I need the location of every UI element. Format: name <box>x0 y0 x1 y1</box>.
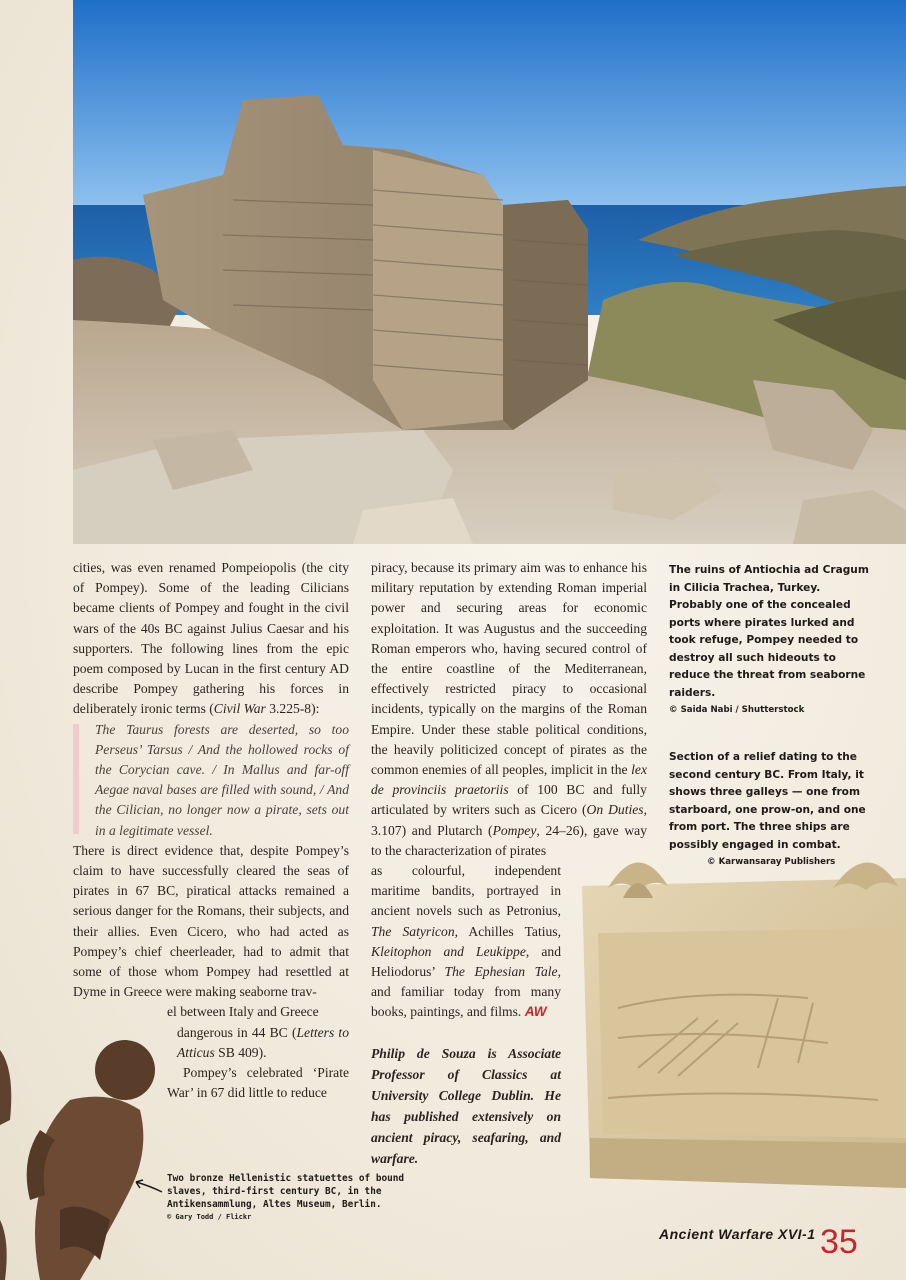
paragraph: cities, was even renamed Pompeiopolis (the city of Pompey). Some of the leading Cilicians became clients of Pompey and fought in the civil wars of the 40s BC against Julius Caesar and his supporters. The following lines from the epic poem composed by Lucan in the first century AD describe Pompey gathering his forces in deliberately ironic terms (Civil War 3.225-8): <box>73 560 349 717</box>
photo-credit: © Gary Todd / Flickr <box>167 1213 252 1221</box>
bronze-statuette-image <box>0 1030 170 1280</box>
paragraph-wrap-line: el between Italy and Greece <box>167 1004 319 1020</box>
paragraph: Pompey’s celebrated ‘Pirate War’ in 67 did little to reduce <box>167 1065 349 1101</box>
paragraph: There is direct evidence that, despite Pompey’s claim to have successfully cleared the seas of pirates in 67 BC, piratical attacks remained a serious danger for the Romans, their subjects, and their allies. Even Cicero, who had acted as Pompey’s chief cheerleader, had to admit that some of those whom Pompey had resettled at Dyme in Greece were making seaborne trav- <box>73 842 349 1000</box>
page-number: 35 <box>820 1223 858 1261</box>
magazine-title: Ancient Warfare XVI-1 <box>659 1226 816 1242</box>
ruins-caption: The ruins of Antiochia ad Cragum in Cilicia Trachea, Turkey. Probably one of the concealed ports where pirates lurked and took refuge, Pompey needed to destroy all such hideouts to reduce the threat from seaborne raiders. © Saida Nabi / Shutterstock <box>669 562 869 720</box>
lucan-quote: The Taurus forests are deserted, so too Perseus’ Tarsus / And the hollowed rocks of the Corycian cave. / In Mallus and far-off Aegae naval bases are filled with sound, / And the Cilician, no longer now a pirate, sets out in a legitimate vessel. <box>73 720 349 841</box>
paragraph-wrap-line: dangerous in 44 BC (Letters to Atticus SB 409). <box>177 1024 349 1060</box>
article-column-1 <box>73 558 349 1103</box>
paragraph: piracy, because its primary aim was to enhance his military reputation by extending Roman imperial power and securing areas for economic exploitation. It was Augustus and the succeeding Roman emperors who, having secured control of the entire coastline of the Mediterranean, effectively restricted piracy to occasional incidents, typically on the margins of the Roman Empire. Under these stable political conditions, the heavily politicized concept of pirates as the common enemies of all peoples, implicit in the lex de provinciis praetoriis of 100 BC and fully articulated by writers such as Cicero (On Duties, 3.107) and Plutarch (Pompey, 24–26), gave way to the characterization of pirates <box>371 560 647 858</box>
aw-end-mark: AW <box>524 1004 547 1020</box>
relief-caption: Section of a relief dating to the second century BC. From Italy, it shows three galleys — one from starboard, one prow-on, and one from port. The three ships are possibly engaged in combat. © Karwansaray Publishers <box>669 749 869 872</box>
photo-credit: © Saida Nabi / Shutterstock <box>669 705 805 715</box>
relief-image <box>578 838 906 1198</box>
statuette-caption: Two bronze Hellenistic statuettes of bound slaves, third-first century BC, in the Antikensammlung, Altes Museum, Berlin. © Gary Todd / Flickr <box>167 1172 407 1224</box>
paragraph: as colourful, independent maritime bandits, portrayed in ancient novels such as Petronius, The Satyricon, Achilles Tatius, Kleitophon and Leukippe, and Heliodorus’ The Ephesian Tale, and familiar today from many books, paintings, and films. AW <box>371 863 562 1020</box>
author-byline: Philip de Souza is Associate Professor of Classics at University College Dublin. He has published extensively on ancient piracy, seafaring, and warfare. <box>371 1045 561 1166</box>
photo-credit: © Karwansaray Publishers <box>707 857 836 867</box>
ruins-photo <box>73 0 906 544</box>
arrow-icon <box>132 1176 164 1198</box>
